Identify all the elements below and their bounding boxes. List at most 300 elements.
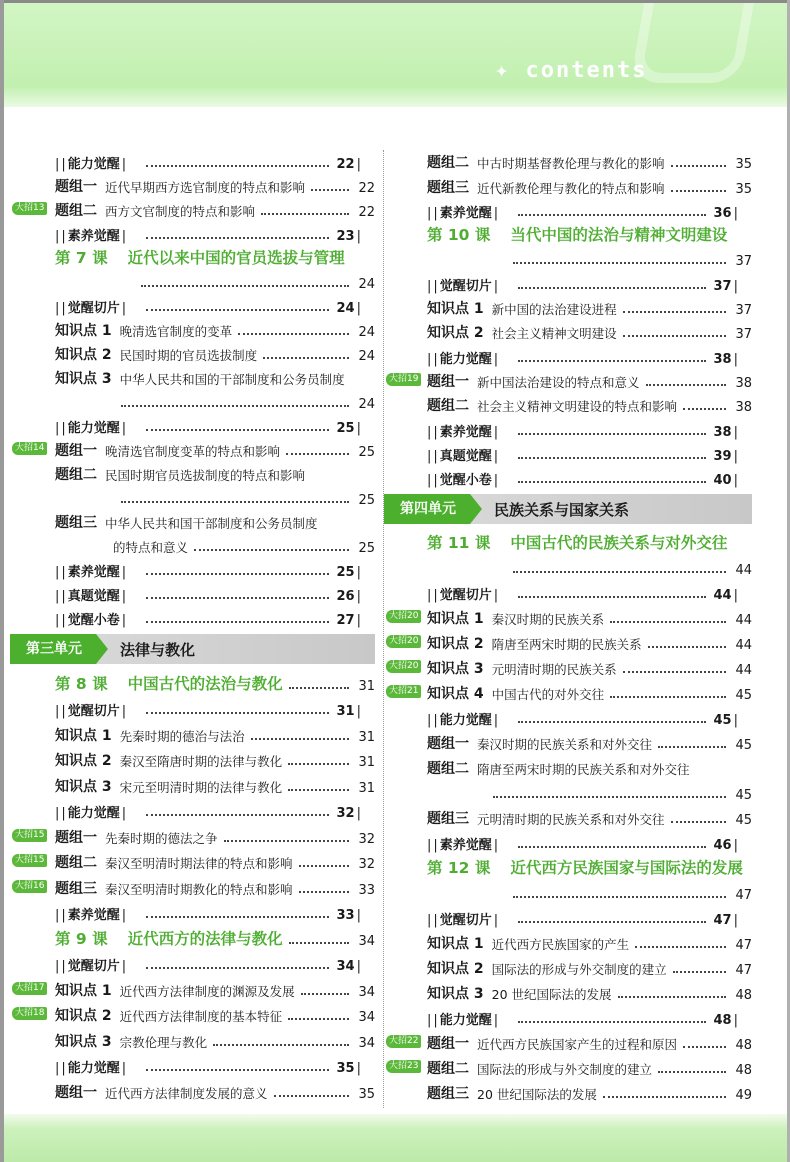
page-number: 25 [358, 493, 375, 508]
toc-entry[interactable] [384, 148, 752, 172]
page-number: 24 [358, 277, 375, 292]
dot-leader [238, 333, 349, 335]
page-number: 36 [713, 205, 732, 221]
entry-label: | | 真题觉醒 | [433, 445, 498, 464]
dot-leader [518, 457, 705, 459]
dot-leader [263, 357, 349, 359]
badge-icon: 大招20 [386, 610, 421, 623]
entry-label: | | 素养觉醒 | [433, 834, 498, 853]
entry-label: 知识点 1 [427, 936, 484, 953]
entry-label: 知识点 1 [427, 611, 484, 628]
dot-leader [146, 309, 328, 311]
toc-entry[interactable] [384, 928, 752, 953]
toc-entry[interactable] [10, 196, 375, 220]
toc-entry[interactable] [384, 603, 752, 628]
entry-label: | | 能力觉醒 | [61, 1057, 126, 1076]
toc-entry[interactable] [384, 367, 752, 391]
toc-section[interactable] [384, 903, 738, 928]
badge-icon: 大招15 [12, 829, 47, 842]
entry-title: 社会主义精神文明建设的特点和影响 [477, 399, 678, 415]
entry-label: 知识点 4 [427, 686, 484, 703]
entry-label: 题组一 [55, 1084, 97, 1101]
entry-label: 题组二 [55, 467, 97, 483]
dot-leader [299, 865, 349, 867]
dot-leader [513, 262, 726, 264]
page-number: 49 [735, 1088, 752, 1104]
dot-leader [671, 821, 726, 823]
dot-leader [121, 501, 349, 503]
toc-entry[interactable] [384, 1028, 752, 1053]
entry-title: 秦汉时期的民族关系 [491, 612, 605, 628]
entry-title: 当代中国的法治与精神文明建设 [510, 226, 728, 245]
dot-leader [618, 996, 726, 998]
toc-section[interactable] [10, 148, 361, 172]
toc-entry[interactable] [10, 172, 375, 196]
toc-section[interactable] [384, 703, 738, 728]
entry-title: 秦汉至隋唐时期的法律与教化 [119, 754, 283, 769]
dot-leader [513, 896, 726, 898]
page-number: 27 [336, 613, 355, 628]
toc-entry[interactable] [384, 1078, 752, 1103]
page-number: 37 [735, 254, 752, 270]
badge-icon: 大招20 [386, 660, 421, 673]
page-number: 22 [336, 157, 355, 172]
entry-label: | | 觉醒小卷 | [433, 469, 498, 488]
toc-entry[interactable] [384, 294, 752, 318]
dot-leader [251, 738, 349, 740]
dot-leader [146, 597, 328, 599]
page-number: 45 [713, 713, 732, 729]
badge-icon: 大招14 [12, 442, 47, 455]
entry-label: 第 11 课 [427, 534, 491, 553]
badge-icon: 大招13 [12, 202, 47, 215]
entry-label: | | 能力觉醒 | [61, 417, 126, 436]
entry-title: 近代西方民族国家与国际法的发展 [510, 859, 743, 878]
toc-section[interactable] [10, 796, 361, 822]
page-number: 37 [713, 278, 732, 294]
toc-entry[interactable] [10, 1076, 375, 1102]
entry-label: 第 10 课 [427, 226, 491, 245]
unit-number: 第三单元 [10, 634, 96, 664]
entry-label: 知识点 2 [427, 636, 484, 653]
dot-leader [518, 360, 705, 362]
page-number: 25 [336, 565, 355, 580]
toc-entry[interactable] [384, 978, 752, 1003]
entry-label: 题组三 [427, 179, 469, 196]
dot-leader [213, 1044, 349, 1046]
page-number: 35 [358, 1086, 375, 1102]
toc-section[interactable] [384, 269, 738, 293]
toc-entry-continuation[interactable] [10, 484, 375, 508]
dot-leader [518, 721, 705, 723]
toc-lesson[interactable] [10, 244, 375, 268]
entry-label: | | 觉醒切片 | [433, 909, 498, 928]
page-number: 24 [358, 349, 375, 364]
toc-left-column [10, 148, 375, 1102]
dot-leader [299, 891, 349, 893]
page-number: 31 [336, 704, 355, 719]
toc-entry[interactable] [10, 872, 375, 898]
toc-entry-continuation[interactable] [384, 878, 752, 903]
dot-leader [289, 942, 349, 944]
entry-title: 元明清时期的民族关系和对外交往 [477, 812, 665, 828]
entry-label: 知识点 2 [427, 325, 484, 342]
entry-title: 中国古代的民族关系与对外交往 [510, 534, 728, 553]
toc-entry-continuation[interactable] [10, 268, 375, 292]
entry-label: | | 觉醒切片 | [61, 955, 126, 974]
toc-entry[interactable] [10, 974, 375, 1000]
dot-leader [493, 796, 726, 798]
entry-title: 近代西方法律制度发展的意义 [105, 1085, 268, 1101]
page-number: 39 [713, 448, 732, 464]
entry-label: 第 8 课 [55, 674, 108, 693]
entry-label: 题组一 [427, 736, 469, 753]
toc-section[interactable] [384, 578, 738, 603]
entry-title: 先秦时期的德法之争 [105, 830, 218, 846]
page-number: 26 [336, 589, 355, 604]
toc-entry[interactable] [10, 719, 375, 745]
entry-label: | | 能力觉醒 | [433, 348, 498, 367]
dot-leader [623, 671, 726, 673]
badge-icon: 大招22 [386, 1035, 421, 1048]
entry-title: 近代以来中国的官员选拔与管理 [127, 249, 345, 267]
page-number: 33 [336, 908, 355, 923]
toc-entry-continuation[interactable] [384, 553, 752, 578]
page-number: 48 [735, 1038, 752, 1054]
toc-section[interactable] [10, 604, 361, 628]
page-number: 45 [735, 813, 752, 829]
page-number: 31 [358, 729, 375, 745]
entry-label: 知识点 1 [427, 301, 484, 318]
page-number: 24 [358, 397, 375, 412]
dot-leader [141, 285, 349, 287]
entry-label: | | 觉醒切片 | [433, 584, 498, 603]
dot-leader [121, 405, 349, 407]
page-number: 25 [358, 445, 375, 460]
toc-entry[interactable] [10, 364, 375, 388]
toc-entry-continuation[interactable] [10, 532, 375, 556]
badge-icon: 大招17 [12, 982, 47, 995]
dot-leader [518, 481, 705, 483]
entry-label: 知识点 3 [427, 661, 484, 678]
page-number: 22 [358, 181, 375, 196]
page-number: 32 [358, 857, 375, 872]
toc-entry[interactable] [384, 318, 752, 342]
badge-icon: 大招16 [12, 880, 47, 893]
page-number: 32 [336, 806, 355, 821]
entry-label: 题组一 [427, 373, 469, 390]
entry-label: 题组三 [55, 515, 97, 531]
sparkle-icon: ✦ [495, 58, 526, 83]
dot-leader [301, 993, 349, 995]
badge-icon: 大招20 [386, 635, 421, 648]
toc-section[interactable] [10, 412, 361, 436]
entry-label: | | 觉醒小卷 | [61, 609, 126, 628]
badge-icon: 大招18 [12, 1007, 47, 1020]
toc-entry[interactable] [10, 1025, 375, 1051]
toc-entry[interactable] [384, 391, 752, 415]
page-number: 38 [713, 424, 732, 440]
dot-leader [146, 814, 328, 816]
dot-leader [194, 549, 349, 551]
dot-leader [146, 573, 328, 575]
dot-leader [311, 189, 349, 191]
dot-leader [648, 646, 726, 648]
entry-title: 中国古代的对外交往 [491, 687, 605, 703]
page-number: 22 [358, 205, 375, 220]
entry-title: 隋唐至两宋时期的民族关系 [491, 637, 642, 653]
entry-title: 西方文官制度的特点和影响 [105, 204, 256, 219]
entry-title: 元明清时期的民族关系 [491, 662, 617, 678]
page-number: 23 [336, 229, 355, 244]
entry-label: | | 素养觉醒 | [61, 225, 126, 244]
dot-leader [518, 921, 705, 923]
entry-label: 知识点 3 [55, 778, 112, 795]
footer-banner [4, 1114, 787, 1162]
dot-leader [623, 311, 726, 313]
unit-number: 第四单元 [384, 494, 470, 524]
entry-label: 知识点 2 [55, 1008, 112, 1024]
unit-banner[interactable] [10, 634, 375, 664]
toc-lesson[interactable] [10, 923, 375, 949]
entry-label: 题组二 [427, 398, 469, 415]
toc-section[interactable] [10, 949, 361, 975]
toc-entry[interactable] [10, 1000, 375, 1026]
header-decoration [630, 3, 754, 83]
entry-title: 宗教伦理与教化 [119, 1034, 208, 1050]
entry-label: 第 12 课 [427, 859, 491, 878]
page-number: 33 [358, 882, 375, 898]
page-number: 47 [735, 963, 752, 979]
toc-section[interactable] [10, 220, 361, 244]
dot-leader [288, 763, 349, 765]
toc-section[interactable] [10, 580, 361, 604]
entry-label: | | 素养觉醒 | [433, 421, 498, 440]
entry-label: | | 素养觉醒 | [61, 904, 126, 923]
dot-leader [671, 165, 726, 167]
toc-entry[interactable] [10, 436, 375, 460]
page-number: 31 [358, 755, 375, 770]
entry-title: 新中国的法治建设进程 [491, 302, 617, 318]
entry-title: 中华人民共和国干部制度和公务员制度 [105, 516, 318, 531]
entry-label: | | 觉醒切片 | [61, 700, 126, 719]
entry-label: 题组二 [427, 761, 469, 778]
entry-title: 近代西方民族国家的产生 [491, 937, 630, 953]
entry-title: 隋唐至两宋时期的民族关系和对外交往 [477, 762, 690, 778]
contents-title-text: contents [525, 58, 648, 83]
entry-label: 题组二 [427, 1061, 469, 1078]
page-number: 37 [735, 327, 752, 343]
page-number: 37 [735, 303, 752, 319]
entry-label: | | 能力觉醒 | [61, 802, 126, 821]
toc-section[interactable] [10, 898, 361, 924]
toc-section[interactable] [384, 415, 738, 439]
entry-label: 知识点 2 [55, 347, 112, 363]
dot-leader [224, 840, 349, 842]
entry-label: 第 7 课 [55, 249, 108, 267]
unit-banner[interactable] [384, 494, 752, 524]
page-number: 48 [735, 988, 752, 1004]
dot-leader [646, 384, 726, 386]
toc-right-column [384, 148, 752, 1103]
badge-icon: 大招21 [386, 685, 421, 698]
page-number: 32 [358, 831, 375, 847]
toc-lesson[interactable] [384, 221, 752, 245]
dot-leader [146, 621, 328, 623]
toc-entry[interactable] [10, 316, 375, 340]
entry-label: 知识点 1 [55, 323, 112, 339]
page-number: 40 [713, 473, 732, 489]
dot-leader [261, 213, 349, 215]
entry-label: | | 素养觉醒 | [61, 561, 126, 580]
dot-leader [623, 335, 726, 337]
entry-title: 新中国法治建设的特点和意义 [477, 374, 640, 390]
page-number: 47 [735, 888, 752, 904]
entry-label: 题组三 [427, 811, 469, 828]
dot-leader [683, 408, 726, 410]
entry-title: 国际法的形成与外交制度的建立 [491, 962, 667, 978]
entry-label: 题组二 [427, 155, 469, 172]
dot-leader [518, 214, 705, 216]
entry-label: 题组一 [55, 179, 97, 195]
toc-section[interactable] [384, 1003, 738, 1028]
toc-lesson[interactable] [10, 668, 375, 694]
toc-entry[interactable] [384, 172, 752, 196]
toc-entry[interactable] [10, 745, 375, 771]
entry-label: 题组一 [55, 443, 97, 459]
dot-leader [658, 746, 726, 748]
entry-label: 知识点 2 [427, 961, 484, 978]
header-banner [4, 3, 787, 107]
toc-entry[interactable] [10, 340, 375, 364]
contents-title [495, 58, 647, 83]
page-number: 45 [735, 788, 752, 804]
dot-leader [610, 696, 726, 698]
entry-title: 近代新教伦理与教化的特点和影响 [477, 180, 665, 196]
dot-leader [288, 789, 349, 791]
toc-entry-continuation[interactable] [384, 778, 752, 803]
page-number: 45 [735, 738, 752, 754]
toc-section[interactable] [10, 292, 361, 316]
dot-leader [518, 846, 705, 848]
toc-entry[interactable] [10, 770, 375, 796]
dot-leader [286, 453, 349, 455]
entry-label: 题组一 [427, 1036, 469, 1053]
page-number: 35 [336, 1061, 355, 1076]
badge-icon: 大招15 [12, 854, 47, 867]
toc-lesson[interactable] [384, 528, 752, 553]
dot-leader [146, 712, 328, 714]
entry-label: 知识点 1 [55, 982, 112, 999]
toc-section[interactable] [384, 464, 738, 488]
dot-leader [146, 1069, 328, 1071]
page-number: 34 [358, 984, 375, 1000]
entry-title: 晚清选官制度变革的特点和影响 [105, 444, 281, 459]
toc-entry[interactable] [10, 821, 375, 847]
dot-leader [288, 1018, 349, 1020]
toc-entry[interactable] [384, 803, 752, 828]
page-number: 48 [713, 1013, 732, 1029]
unit-title: 民族关系与国家关系 [494, 500, 630, 519]
entry-title: 国际法的形成与外交制度的建立 [477, 1062, 653, 1078]
entry-label: 知识点 3 [55, 371, 112, 387]
entry-title: 民国时期官员选拔制度的特点和影响 [105, 468, 306, 483]
entry-label: | | 觉醒切片 | [61, 297, 126, 316]
page-border-left [0, 0, 4, 1162]
entry-label: 知识点 1 [55, 727, 112, 744]
toc-entry[interactable] [384, 953, 752, 978]
entry-title: 民国时期的官员选拔制度 [119, 348, 258, 363]
toc-entry[interactable] [10, 508, 375, 532]
entry-title: 20 世纪国际法的发展 [477, 1087, 597, 1103]
dot-leader [610, 621, 726, 623]
toc-section[interactable] [384, 197, 738, 221]
toc-entry-continuation[interactable] [10, 388, 375, 412]
toc-section[interactable] [384, 440, 738, 464]
page-number: 31 [358, 678, 375, 694]
entry-label: | | 能力觉醒 | [433, 1009, 498, 1028]
entry-title: 先秦时期的德治与法治 [119, 728, 245, 744]
entry-label: 知识点 3 [427, 986, 484, 1003]
page-number: 24 [358, 325, 375, 340]
toc-entry[interactable] [10, 847, 375, 873]
toc-entry[interactable] [384, 678, 752, 703]
toc-entry[interactable] [384, 628, 752, 653]
entry-title: 近代西方民族国家产生的过程和原因 [477, 1037, 678, 1053]
page-number: 44 [735, 638, 752, 654]
dot-leader [658, 1071, 726, 1073]
dot-leader [673, 971, 726, 973]
toc-entry-continuation[interactable] [384, 245, 752, 269]
page-number: 34 [336, 959, 355, 974]
toc-section[interactable] [384, 828, 738, 853]
page-number: 45 [735, 688, 752, 704]
entry-label: | | 能力觉醒 | [433, 709, 498, 728]
dot-leader [518, 433, 705, 435]
entry-title: 近代早期西方选官制度的特点和影响 [105, 180, 306, 195]
page-number: 24 [336, 301, 355, 316]
dot-leader [513, 571, 726, 573]
toc-section[interactable] [10, 694, 361, 720]
page-number: 35 [735, 157, 752, 173]
badge-icon: 大招19 [386, 373, 421, 386]
dot-leader [518, 287, 705, 289]
toc-lesson[interactable] [384, 853, 752, 878]
toc-entry[interactable] [384, 1053, 752, 1078]
dot-leader [146, 916, 328, 918]
entry-title: 近代西方的法律与教化 [127, 929, 283, 948]
toc-section[interactable] [10, 556, 361, 580]
toc-entry[interactable] [384, 653, 752, 678]
entry-title: 宋元至明清时期的法律与教化 [119, 779, 283, 795]
entry-label: 题组二 [55, 855, 97, 871]
entry-title: 社会主义精神文明建设 [491, 326, 617, 342]
toc-entry[interactable] [384, 728, 752, 753]
page-number: 44 [735, 563, 752, 579]
dot-leader [146, 237, 328, 239]
page-number: 25 [336, 421, 355, 436]
entry-label: | | 能力觉醒 | [61, 153, 126, 172]
page-number: 34 [358, 1010, 375, 1025]
entry-label: 题组三 [427, 1086, 469, 1103]
page-number: 44 [735, 613, 752, 629]
toc-entry[interactable] [384, 753, 752, 778]
toc-section[interactable] [384, 342, 738, 366]
entry-label: 题组一 [55, 829, 97, 846]
toc-entry[interactable] [10, 460, 375, 484]
toc-section[interactable] [10, 1051, 361, 1077]
dot-leader [671, 190, 726, 192]
